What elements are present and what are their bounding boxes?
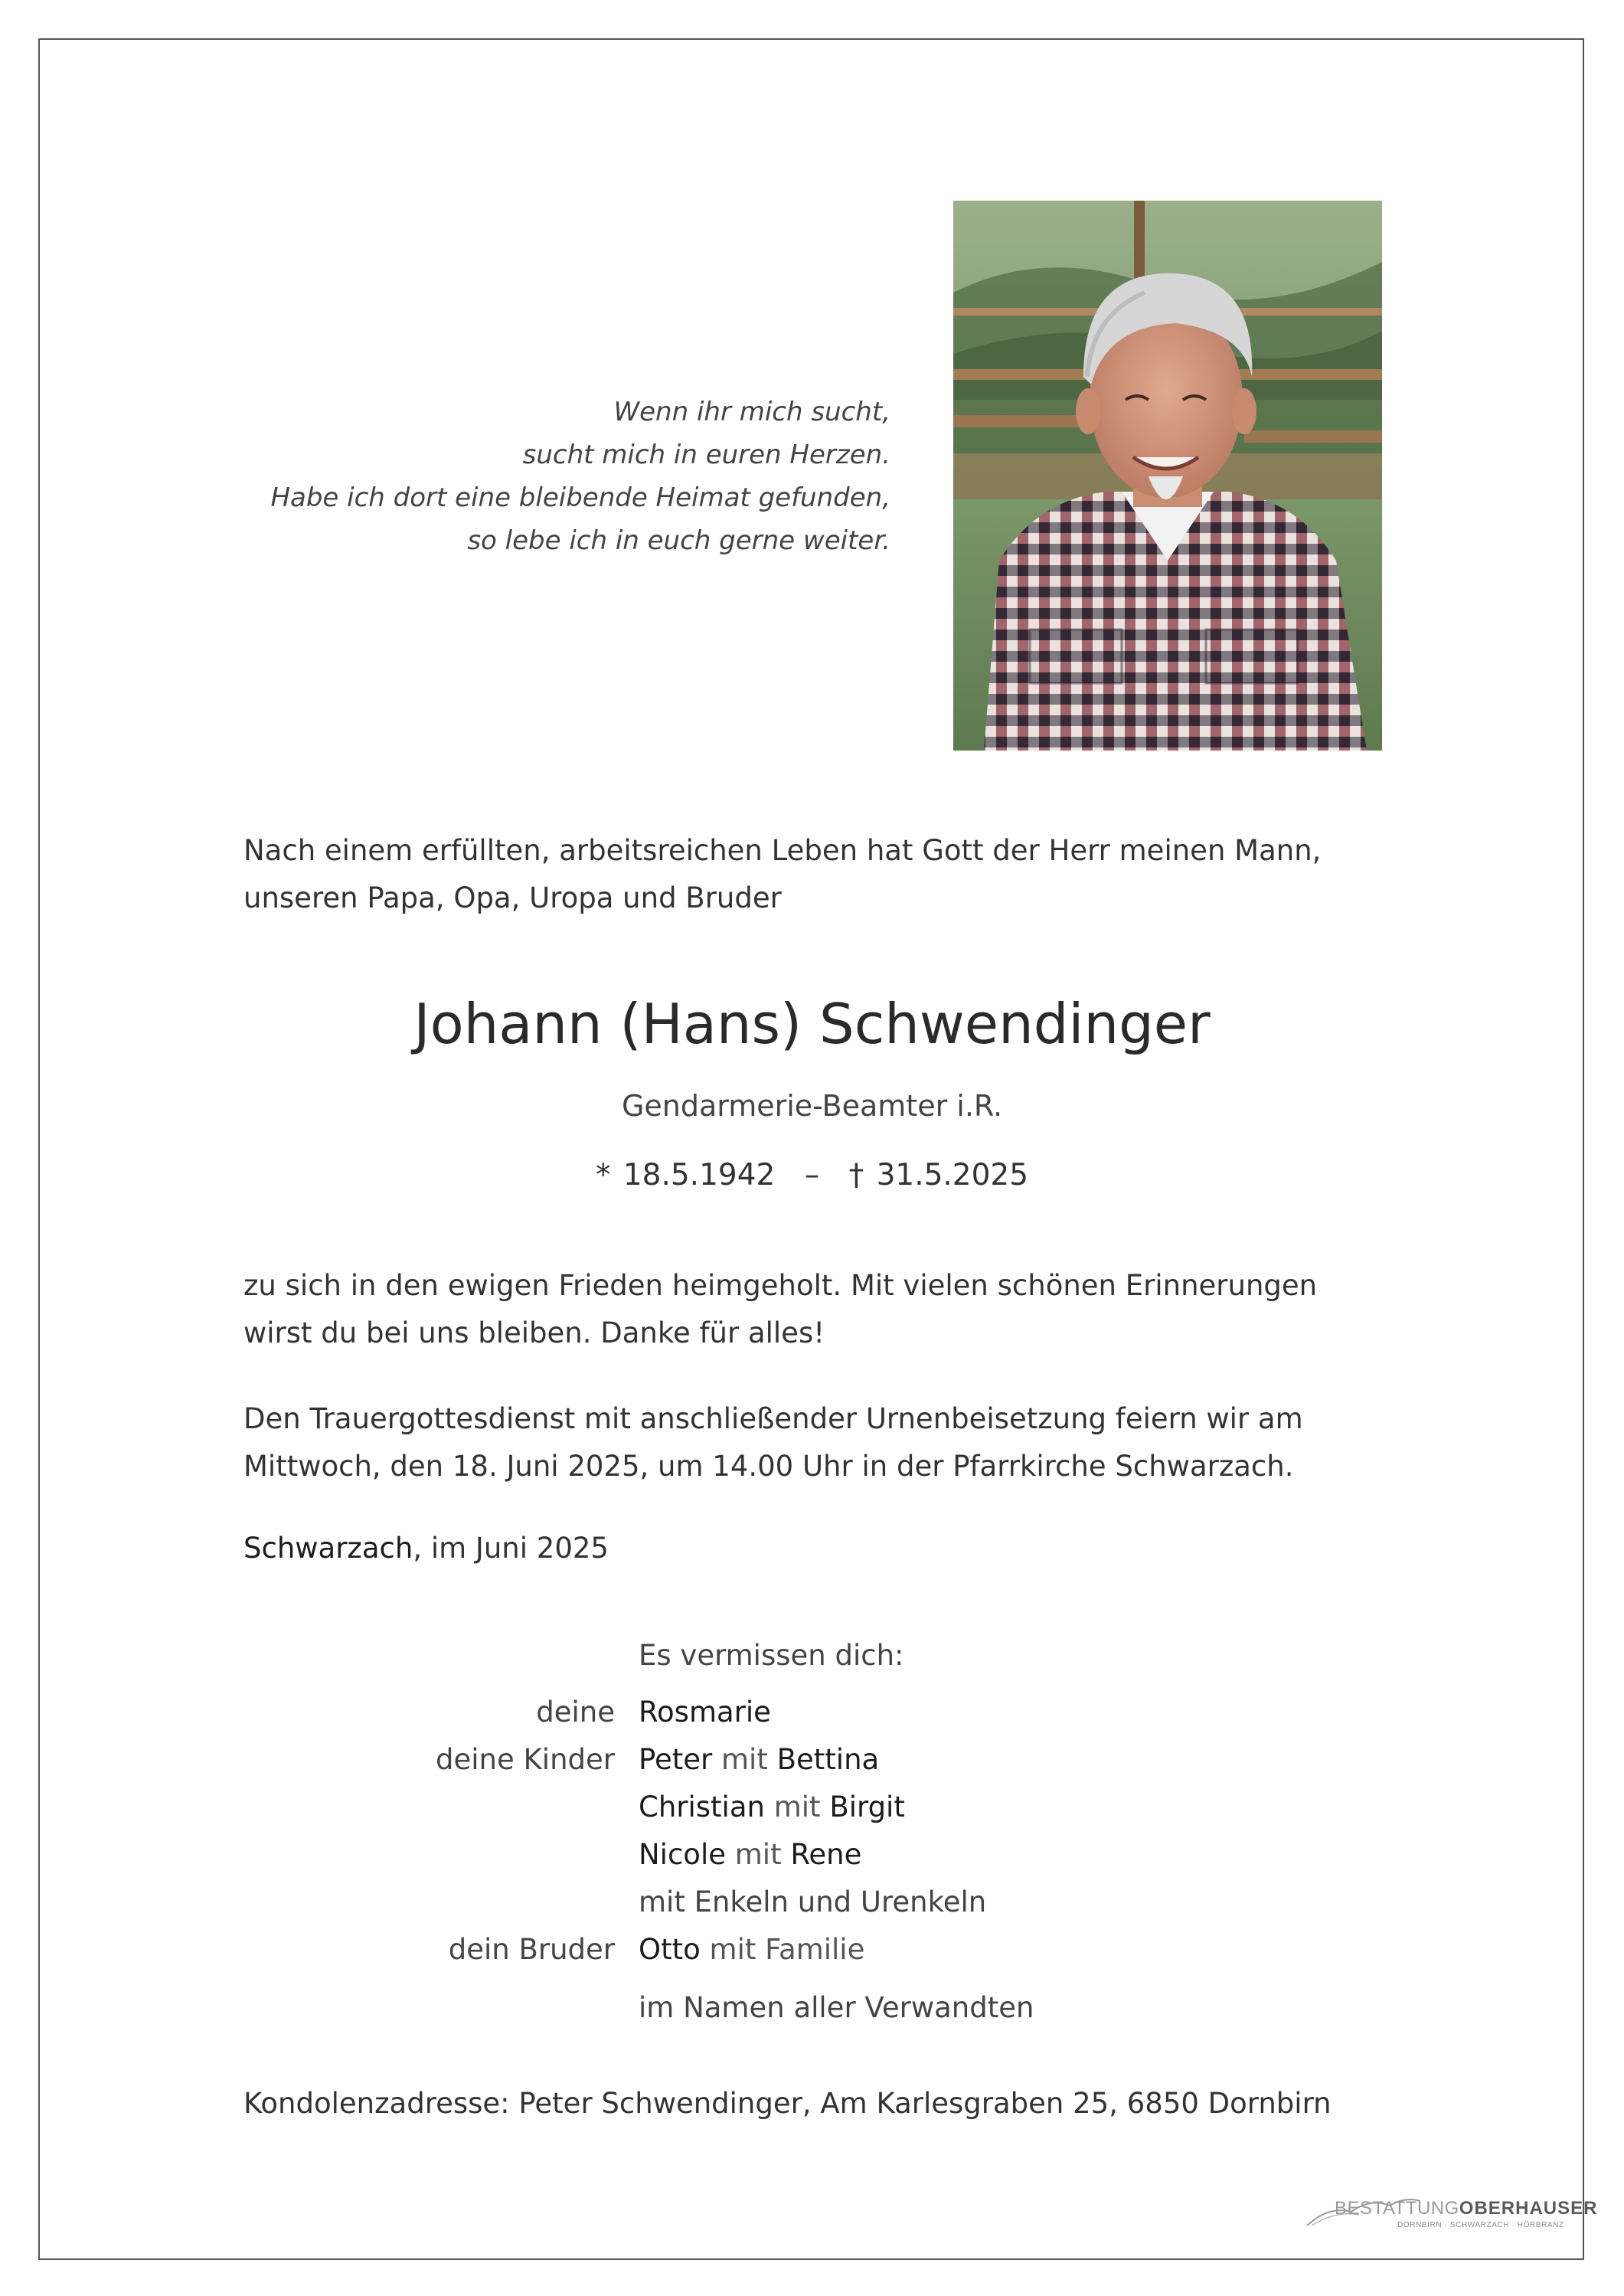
date-separator: –: [804, 1158, 820, 1192]
mourner-names: [639, 1791, 905, 1823]
logo-brand: OBERHAUSER: [1459, 2198, 1598, 2219]
deceased-name: Johann (Hans) Schwendinger: [413, 992, 1211, 1056]
mourner-name: Christian: [639, 1791, 765, 1823]
mourner-partner: Birgit: [829, 1791, 905, 1823]
service-paragraph: Den Trauergottesdienst mit anschließender Urnenbeisetzung feiern wir am Mittwoch, den 18. Juni 2025, um 14.00 Uhr in der Pfarrkirche Schwarzach.: [243, 1402, 1303, 1483]
logo-locations: DORNBIRN · SCHWARZACH · HÖRBRANZ: [1397, 2221, 1564, 2229]
mourner-name: Peter: [639, 1743, 713, 1776]
mourner-row: [0, 1743, 1624, 1791]
mourner-name: Otto: [639, 1933, 701, 1966]
mourner-row: [0, 1933, 1624, 1980]
mourner-row: [0, 1791, 1624, 1838]
poem: [270, 391, 890, 562]
mourner-names: [639, 1696, 771, 1729]
poem-line: so lebe ich in euch gerne weiter.: [467, 525, 890, 556]
condolence-address: Kondolenzadresse: Peter Schwendinger, Am Karlesgraben 25, 6850 Dornbirn: [243, 2087, 1332, 2120]
mourner-row: [0, 1838, 1624, 1886]
birth-symbol: *: [595, 1158, 611, 1192]
mourner-row: [0, 1991, 1624, 2039]
relation-label: deine Kinder: [436, 1743, 615, 1776]
mourner-partner: Bettina: [776, 1743, 880, 1776]
mourner-name: Nicole: [639, 1838, 726, 1871]
mourner-names: [639, 1933, 864, 1966]
logo-prefix: BESTATTUNG: [1335, 2198, 1459, 2219]
death-symbol: †: [848, 1158, 864, 1192]
grandchildren-line: mit Enkeln und Urenkeln: [639, 1886, 987, 1918]
place-date-rest: , im Juni 2025: [413, 1532, 609, 1565]
death-date: 31.5.2025: [876, 1158, 1029, 1192]
birth-date: 18.5.1942: [622, 1158, 776, 1192]
mourner-row: [0, 1886, 1624, 1933]
mourner-names: [639, 1743, 879, 1776]
portrait-photo: [953, 201, 1382, 751]
mourner-row: [0, 1696, 1624, 1743]
mourner-rest: mit Familie: [709, 1933, 865, 1966]
life-dates: [0, 1158, 1624, 1192]
relatives-line: im Namen aller Verwandten: [639, 1991, 1034, 2024]
mourner-name: Rosmarie: [639, 1696, 771, 1729]
place-date: [243, 1532, 609, 1565]
mourners-heading: Es vermissen dich:: [639, 1639, 904, 1672]
mourners-heading-row: [0, 1639, 1624, 1686]
poem-line: sucht mich in euren Herzen.: [522, 440, 890, 470]
mourner-names: [639, 1838, 861, 1871]
intro-paragraph: Nach einem erfüllten, arbeitsreichen Leben hat Gott der Herr meinen Mann, unseren Papa, Opa, Uropa und Bruder: [243, 834, 1322, 914]
funeral-home-logo: [1305, 2183, 1598, 2236]
logo-wordmark: [1335, 2198, 1597, 2219]
closing-paragraph: zu sich in den ewigen Frieden heimgeholt. Mit vielen schönen Erinnerungen wirst du bei uns bleiben. Danke für alles!: [243, 1269, 1318, 1349]
relation-label: dein Bruder: [448, 1933, 615, 1966]
mourner-with: mit: [721, 1743, 768, 1776]
poem-line: Habe ich dort eine bleibende Heimat gefunden,: [270, 482, 890, 513]
place-city: Schwarzach: [243, 1532, 413, 1565]
mourner-with: mit: [734, 1838, 782, 1871]
deceased-occupation: Gendarmerie-Beamter i.R.: [621, 1089, 1003, 1123]
mourner-partner: Rene: [790, 1838, 862, 1871]
poem-line: Wenn ihr mich sucht,: [613, 397, 890, 427]
mourner-with: mit: [773, 1791, 821, 1823]
relation-label: deine: [536, 1696, 615, 1729]
